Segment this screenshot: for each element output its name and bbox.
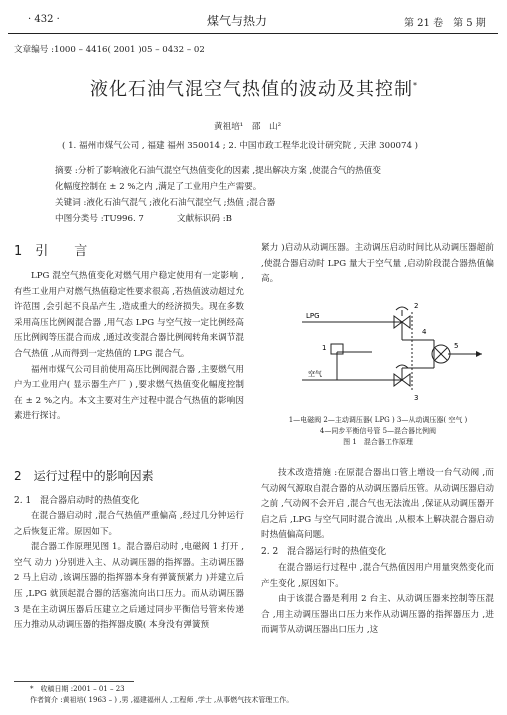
- legend-line2: 4—同步平衡信号管 5—混合器比例阀: [319, 427, 437, 435]
- right-paragraph1: 技术改造措施 :在原混合器出口管上增设一台气动阀 ,而气动阀气源取自混合器的从动调压器后压管。从动调压器启动之前 ,气动阀不会开启 ,混合气也无法流出 ,保证从动调压器开启之后 ,LPG 与空气同时混合流出 ,从根本上解决混合器启动时热值偏高问题。: [261, 468, 494, 541]
- authors: 黄祖培¹ 邵 山²: [214, 122, 282, 132]
- volume-issue: 第 21 卷 第 5 期: [404, 18, 486, 29]
- figure-1-diagram: [262, 292, 494, 412]
- marker-1: 1: [322, 344, 327, 352]
- section1-paragraph1: LPG 混空气热值变化对燃气用户稳定使用有一定影响 ,有些工业用户对燃气热值稳定性要求很高 ,若热值波动超过允许范围 ,会引起不良品产生 ,造成重大的经济损失。现在多数采用高压比例阀混合器 ,用气态 LPG 与空气按一定比例经高压比例阀等压混合而成 ,通过改变混合器比例阀转角来调节混合气热值 ,从而得到一定热值的 LPG 混合气。: [14, 271, 244, 359]
- section1-body: [14, 269, 244, 425]
- clc-number: 中图分类号 :TU996. 7: [55, 214, 144, 224]
- section1-paragraph2: 福州市煤气公司目前使用高压比例阀混合器 ,主要燃气用户为工业用户( 显示器生产厂 ) ,要求燃气热值变化幅度控制在 ± 2 %之内。本文主要对生产过程中混合气热值的影响因素进行探讨。: [14, 364, 244, 422]
- marker-4: 4: [422, 328, 427, 336]
- subsection-2-1: 2. 1 混合器启动时的热值变化: [14, 496, 140, 506]
- section2-heading: 2 运行过程中的影响因素: [14, 469, 154, 483]
- marker-5: 5: [454, 342, 459, 350]
- marker-3: 3: [414, 394, 419, 402]
- right-paragraph3: 由于该混合器是利用 2 台主、从动调压器来控制等压混合 ,用主动调压器出口压力来作从动调压器的指挥器压力 ,进而调节从动调压器出口压力 ,这: [261, 594, 494, 636]
- article-number: 文章编号 :1000 – 4416( 2001 )05 – 0432 – 02: [14, 45, 205, 55]
- air-label: 空气: [308, 370, 322, 378]
- header-rule: [8, 33, 498, 34]
- article-title: [90, 75, 418, 101]
- abstract-line1: 摘要 :分析了影响液化石油气混空气热值变化的因素 ,提出解决方案 ,使混合气的热值变: [55, 166, 381, 176]
- author-bio: 作者简介 :黄祖培( 1963 – ) ,男 ,福建福州人 ,工程师 ,学士 ,从事燃气技术管理工作。: [30, 696, 294, 704]
- received-date: * 收稿日期 :2001 – 01 – 23: [30, 685, 125, 693]
- continued-paragraph: 紧力 )启动从动调压器。主动调压启动时间比从动调压器超前 ,使混合器启动时 LPG 量大于空气量 ,启动阶段混合器热值偏高。: [261, 243, 494, 285]
- section2-body: [14, 509, 244, 634]
- title-text: 液化石油气混空气热值的波动及其控制: [90, 79, 413, 100]
- section2-paragraph1: 在混合器启动时 ,混合气热值严重偏高 ,经过几分钟运行之后恢复正常。原因如下。: [14, 511, 244, 537]
- lpg-label: LPG: [306, 312, 320, 320]
- figure-caption: 图 1 混合器工作原理: [343, 438, 413, 446]
- affiliations: ( 1. 福州市煤气公司 , 福建 福州 350014 ; 2. 中国市政工程华北设计研究院 , 天津 300074 ): [62, 141, 419, 151]
- footnote-rule: [14, 681, 134, 682]
- keywords: 关键词 :液化石油气混气 ;液化石油气混空气 ;热值 ;混合器: [55, 198, 276, 208]
- figure-legend: [262, 415, 494, 448]
- abstract-line2: 化幅度控制在 ± 2 %之内 ,满足了工业用户生产需要。: [55, 182, 262, 192]
- right-top-text: [261, 241, 494, 288]
- right-bottom-text: [261, 466, 494, 639]
- journal-name: 煤气与热力: [207, 14, 268, 28]
- subsection-2-2: 2. 2 混合器运行时的热值变化: [261, 546, 387, 557]
- outlet-arrow: [476, 351, 482, 357]
- document-code: 文献标识码 :B: [177, 214, 232, 224]
- marker-2: 2: [414, 302, 419, 310]
- title-mark: *: [413, 81, 418, 90]
- right-paragraph2: 在混合器运行过程中 ,混合气热值因用户用量突然变化而产生变化 ,原因如下。: [261, 562, 494, 589]
- page-number: · 432 ·: [28, 14, 60, 25]
- section1-heading: 1 引 言: [14, 244, 88, 259]
- legend-line1: 1—电磁阀 2—主动调压器( LPG ) 3—从动调压器( 空气 ): [288, 416, 468, 424]
- section2-paragraph2: 混合器工作原理见图 1。混合器启动时 ,电磁阀 1 打开 ,空气 动力 )分别进入主、从动调压器的指挥器。主动调压器 2 马上启动 ,该调压器的指挥器本身有弹簧预紧力 )并建立后压 ,LPG 就顶起混合器的活塞流向出口压力。而从动调压器 3 是在主动调压器后压建立之后通过同步平衡信号管来传递压力推动从动调压器的指挥器皮膜( 本身没有弹簧预: [14, 542, 244, 631]
